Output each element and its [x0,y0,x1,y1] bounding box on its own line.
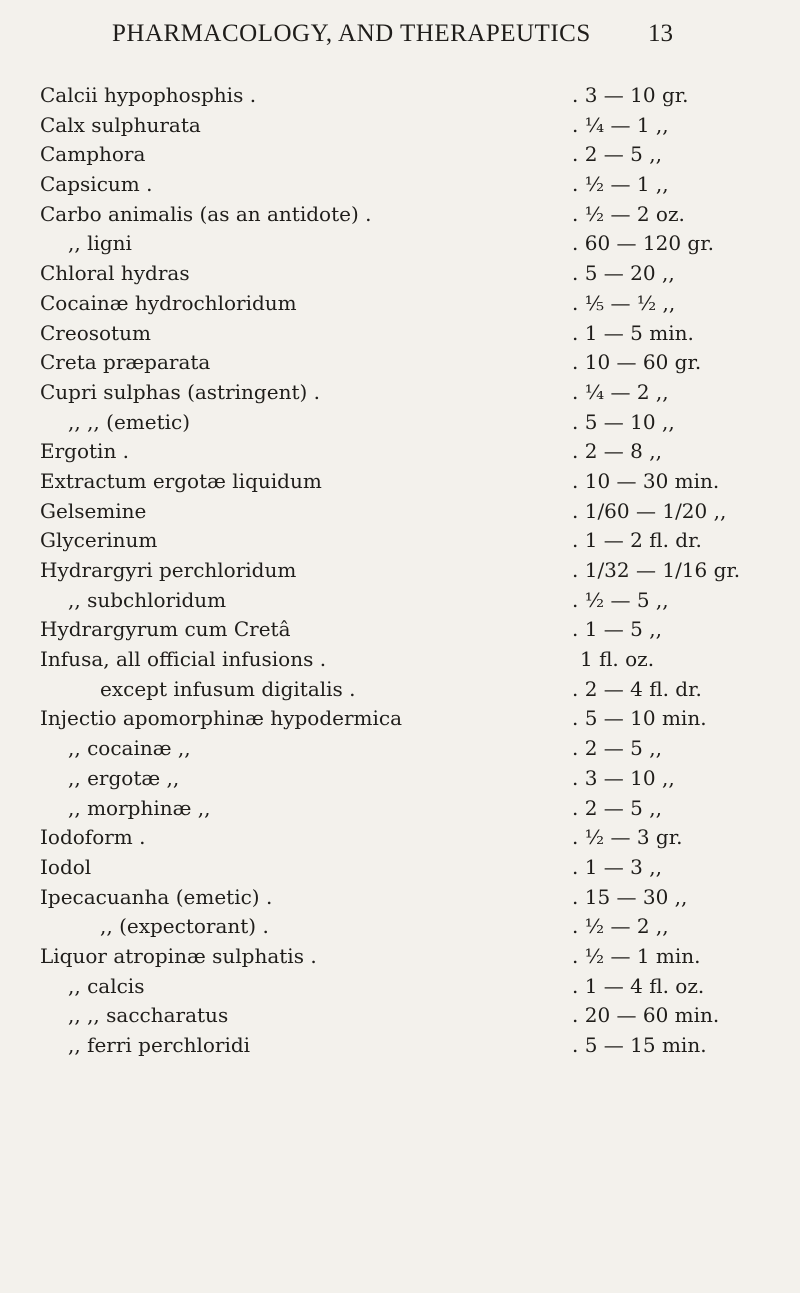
table-row [0,911,800,941]
drug-name: ,, ligni [68,231,132,256]
table-row [0,941,800,971]
drug-name: Liquor atropinæ sulphatis . [40,943,317,968]
dose-range: . 2 — 5 ,, [572,736,662,761]
drug-name: Glycerinum [40,528,158,553]
drug-name: Carbo animalis (as an antidote) . [40,201,372,226]
dose-range: . 1/60 — 1/20 ,, [572,498,727,523]
dose-range: . 1 — 5 min. [572,320,694,345]
dose-range: . 1/32 — 1/16 gr. [572,558,741,582]
drug-name: Hydrargyrum cum Cretâ [40,617,291,642]
dose-range: . 5 — 10 min. [572,706,707,731]
drug-name: ,, ferri perchloridi [68,1033,251,1057]
dose-range: . 20 — 60 min. [572,1003,720,1028]
dose-range: . 3 — 10 gr. [572,83,689,107]
dose-range: . 10 — 30 min. [572,468,720,493]
table-row [0,555,800,585]
table-row [0,1030,800,1060]
drug-name: Ipecacuanha (emetic) . [40,884,273,909]
running-title: PHARMACOLOGY, AND THERAPEUTICS [112,20,591,47]
drug-name: Extractum ergotæ liquidum [40,468,322,493]
drug-name: ,, calcis [68,973,145,998]
drug-name: Chloral hydras [40,261,190,286]
table-row [0,407,800,437]
table-row [0,674,800,704]
dose-range: . 5 — 10 ,, [572,409,675,434]
drug-name: Injectio apomorphinæ hypodermica [40,706,403,731]
dose-range: . 1 — 3 ,, [572,854,662,879]
dose-range: . 15 — 30 ,, [572,884,688,909]
table-row [0,1000,800,1030]
drug-name: ,, ,, (emetic) [68,409,191,434]
table-row [0,703,800,733]
drug-name: Cocainæ hydrochloridum [40,290,297,315]
drug-name: Hydrargyri perchloridum [40,558,297,582]
table-row [0,763,800,793]
dose-range: . ½ — 5 ,, [572,587,669,612]
page-number: 13 [648,20,673,47]
dose-range: . 1 — 5 ,, [572,617,662,642]
drug-name: ,, ,, saccharatus [68,1003,229,1028]
table-row [0,258,800,288]
table-row [0,882,800,912]
table-row [0,822,800,852]
drug-name: Camphora [40,142,146,167]
dose-range: 1 fl. oz. [580,647,655,672]
drug-name: Gelsemine [40,498,147,523]
dose-range: . ½ — 1 min. [572,943,701,968]
drug-name: Iodoform . [40,825,146,850]
table-row [0,466,800,496]
dose-range: . 5 — 15 min. [572,1033,707,1057]
table-row [0,496,800,526]
dose-range: . 2 — 4 fl. dr. [572,676,702,701]
drug-name: ,, cocainæ ,, [68,736,191,761]
drug-name: Cupri sulphas (astringent) . [40,379,321,404]
table-row [0,347,800,377]
drug-name: Calcii hypophosphis . [40,83,257,107]
table-row [0,614,800,644]
table-row [0,971,800,1001]
dose-range: . ½ — 1 ,, [572,172,669,197]
table-row [0,793,800,823]
table-row [0,110,800,140]
table-row [0,644,800,674]
dose-range: . 1 — 4 fl. oz. [572,973,705,998]
table-row [0,436,800,466]
page-header [0,20,800,56]
dose-range: . 10 — 60 gr. [572,350,702,375]
table-row [0,525,800,555]
dose-range: . 3 — 10 ,, [572,765,675,790]
dose-range: . ½ — 3 gr. [572,825,683,850]
table-row [0,318,800,348]
drug-name: ,, subchloridum [68,587,227,612]
table-row [0,80,800,110]
table-row [0,733,800,763]
dose-range: . 2 — 5 ,, [572,142,662,167]
drug-name: Capsicum . [40,172,153,197]
drug-name: Ergotin . [40,439,130,464]
dose-range: . ¼ — 2 ,, [572,379,669,404]
drug-name: Creosotum [40,320,151,345]
dose-range: . 5 — 20 ,, [572,261,675,286]
dose-range: . 1 — 2 fl. dr. [572,528,702,553]
drug-name: ,, morphinæ ,, [68,795,211,820]
drug-name: ,, (expectorant) . [100,914,269,939]
drug-name: Iodol [40,854,92,879]
dose-range: . ½ — 2 ,, [572,914,669,939]
table-row [0,139,800,169]
dose-range: . ⅕ — ½ ,, [572,290,676,315]
dose-range: . ½ — 2 oz. [572,201,685,226]
dose-range: . 2 — 5 ,, [572,795,662,820]
table-row [0,199,800,229]
table-row [0,377,800,407]
table-row [0,228,800,258]
dose-range: . 2 — 8 ,, [572,439,662,464]
dose-range: . ¼ — 1 ,, [572,112,669,137]
drug-name: except infusum digitalis . [100,676,356,701]
table-row [0,288,800,318]
drug-name: Infusa, all official infusions . [40,647,327,672]
drug-name: ,, ergotæ ,, [68,765,180,790]
dose-table [0,80,800,1060]
drug-name: Creta præparata [40,350,211,375]
table-row [0,585,800,615]
drug-name: Calx sulphurata [40,112,201,137]
table-row [0,852,800,882]
table-row [0,169,800,199]
dose-range: . 60 — 120 gr. [572,231,714,256]
